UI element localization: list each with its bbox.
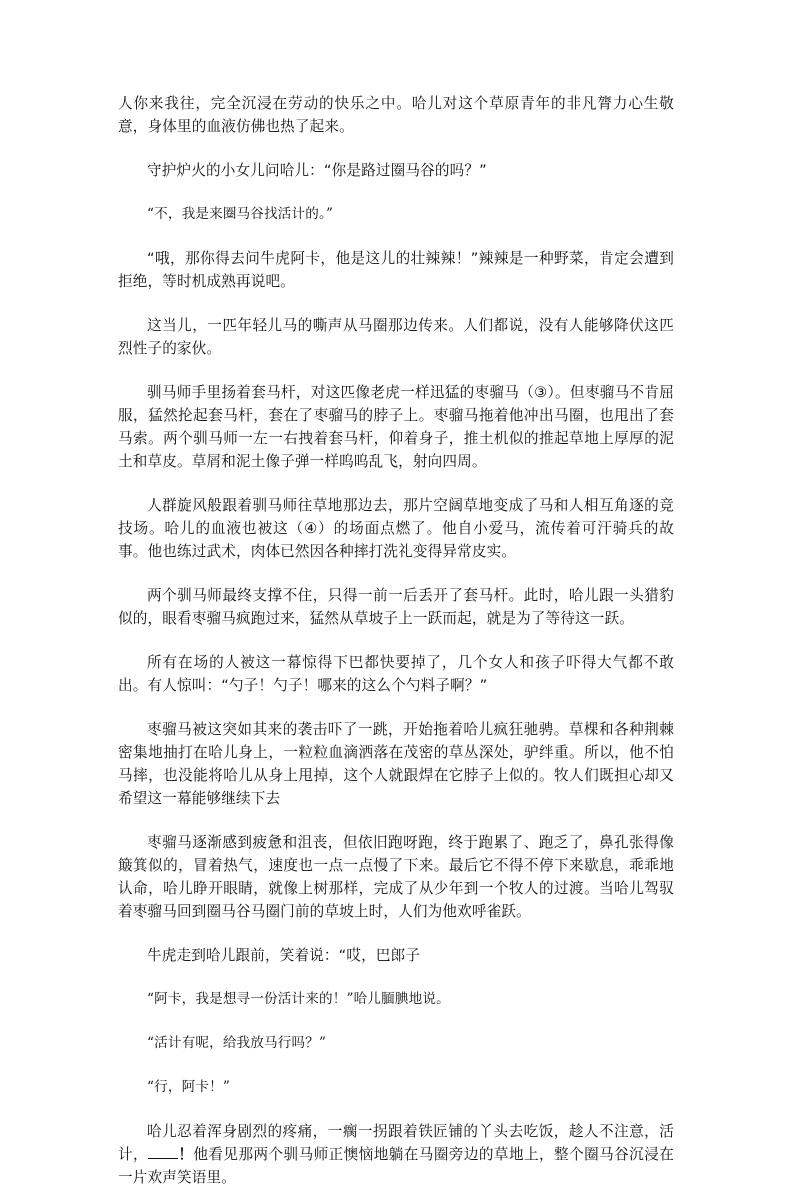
paragraph-1: 人你来我往，完全沉浸在劳动的快乐之中。哈儿对这个草原青年的非凡膂力心生敬意，身体里的血液仿佛也热了起来。 bbox=[118, 95, 674, 135]
paragraph-12: 牛虎走到哈儿跟前，笑着说：“哎，巴郎子 bbox=[147, 947, 421, 964]
paragraph-13: “阿卡，我是想寻一份活计来的！”哈儿腼腆地说。 bbox=[147, 991, 450, 1007]
last-paragraph-exclamation: ！ bbox=[178, 1146, 194, 1163]
fill-in-blank bbox=[148, 1144, 178, 1159]
paragraph-14: “活计有呢，给我放马行吗？” bbox=[147, 1035, 327, 1051]
last-paragraph-before-blank: 哈儿忍着浑身剧烈的疼痛，一瘸一拐跟着铁匠铺的丫头去吃饭，趁人不注意，活计， bbox=[118, 1123, 674, 1163]
paragraph-3: “不，我是来圈马谷找活计的。” bbox=[147, 206, 334, 222]
paragraph-4: “哦，那你得去问牛虎阿卡，他是这儿的壮辣辣！”辣辣是一种野菜，肯定会遭到拒绝，等时机成熟再说吧。 bbox=[118, 250, 674, 290]
paragraph-10: 枣骝马被这突如其来的袭击吓了一跳，开始拖着哈儿疯狂驰骋。草棵和各种荆棘密集地抽打在哈儿身上，一粒粒血滴洒落在茂密的草丛深处，驴绊重。所以，他不怕马摔，也没能将哈儿从身上甩掉，这个人就跟焊在它脖子上似的。牧人们既担心却又希望这一幕能够继续下去 bbox=[118, 721, 674, 807]
last-paragraph-after-blank: 他看见那两个驯马师正懊恼地躺在马圈旁边的草地上，整个圈马谷沉浸在一片欢声笑语里。 bbox=[118, 1146, 674, 1186]
paragraph-2: 守护炉火的小女儿问哈儿：“你是路过圈马谷的吗？” bbox=[147, 162, 487, 179]
paragraph-5: 这当儿，一匹年轻儿马的嘶声从马圈那边传来。人们都说，没有人能够降伏这匹烈性子的家伙。 bbox=[118, 317, 674, 357]
paragraph-6: 驯马师手里扬着套马杆，对这匹像老虎一样迅猛的枣骝马（③）。但枣骝马不肯屈服，猛然抡起套马杆，套在了枣骝马的脖子上。枣骝马拖着他冲出马圈，也甩出了套马索。两个驯马师一左一右拽着套马杆，仰着身子，推土机似的推起草地上厚厚的泥土和草皮。草屑和泥土像子弹一样呜呜乱飞，射向四周。 bbox=[118, 384, 674, 470]
paragraph-15: “行，阿卡！” bbox=[147, 1079, 230, 1095]
paragraph-11: 枣骝马逐渐感到疲惫和沮丧，但依旧跑呀跑，终于跑累了、跑乏了，鼻孔张得像簸箕似的，冒着热气，速度也一点一点慢了下来。最后它不得不停下来歇息，乖乖地认命，哈儿睁开眼睛，就像上树那样，完成了从少年到一个牧人的过渡。当哈儿驾驭着枣骝马回到圈马谷马圈门前的草坡上时，人们为他欢呼雀跃。 bbox=[118, 834, 674, 920]
document-page bbox=[118, 92, 674, 1189]
paragraph-9: 所有在场的人被这一幕惊得下巴都快要掉了，几个女人和孩子吓得大气都不敢出。有人惊叫：“勺子！勺子！哪来的这么个勺料子啊？” bbox=[118, 654, 674, 694]
paragraph-8: 两个驯马师最终支撑不住，只得一前一后丢开了套马杆。此时，哈儿跟一头猎豹似的，眼看枣骝马疯跑过来，猛然从草坡子上一跃而起，就是为了等待这一跃。 bbox=[118, 587, 674, 627]
paragraph-7: 人群旋风般跟着驯马师往草地那边去，那片空阔草地变成了马和人相互角逐的竞技场。哈儿的血液也被这（④）的场面点燃了。他自小爱马，流传着可汗骑兵的故事。他也练过武术，肉体已然因各种摔打洗礼变得异常皮实。 bbox=[118, 497, 674, 560]
paragraph-16 bbox=[118, 1120, 674, 1189]
